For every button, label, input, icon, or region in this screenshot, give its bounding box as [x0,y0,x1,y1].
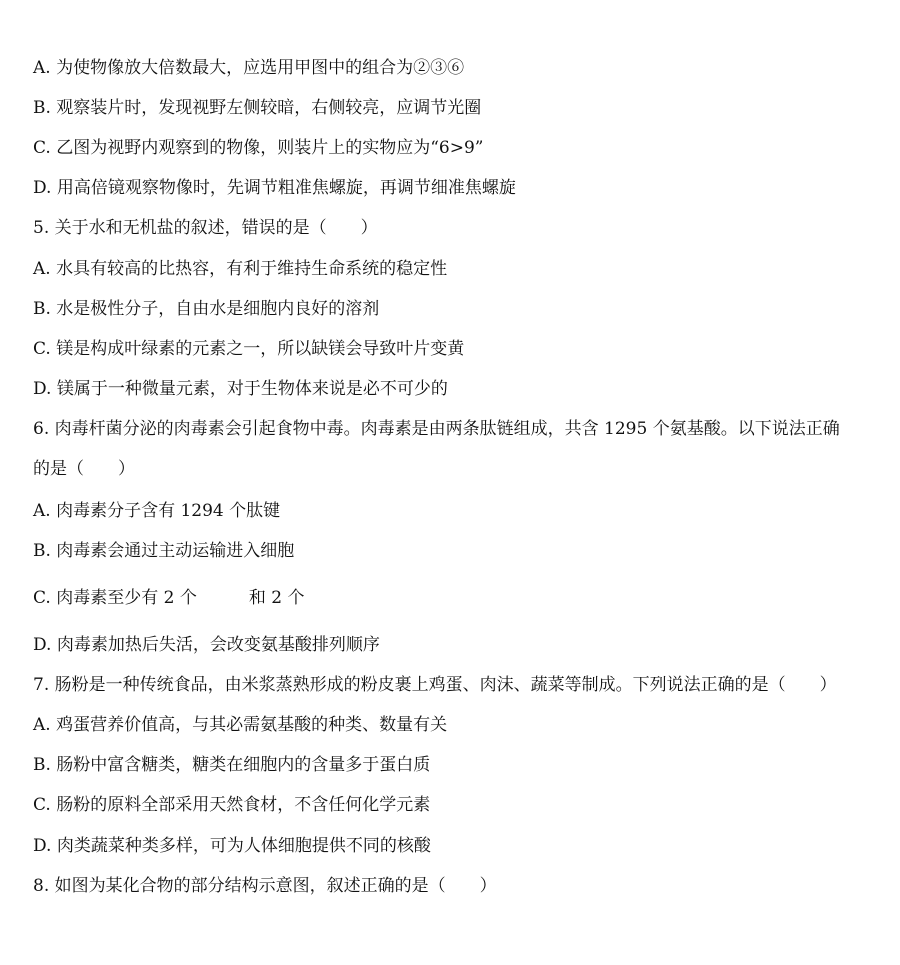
q5-option-d: D. 镁属于一种微量元素，对于生物体来说是必不可少的 [33,379,448,399]
q4-option-a: A. 为使物像放大倍数最大，应选用甲图中的组合为②③⑥ [33,58,465,78]
q5-option-a: A. 水具有较高的比热容，有利于维持生命系统的稳定性 [33,259,448,279]
q6-option-c-part1: C. 肉毒素至少有 2 个 [33,588,197,608]
q6-option-c-part2: 和 2 个 [248,588,305,608]
q6-stem-line-2: 的是（ ） [33,459,135,479]
q6-option-a: A. 肉毒素分子含有 1294 个肽键 [33,501,281,521]
q7-stem: 7. 肠粉是一种传统食品，由米浆蒸熟形成的粉皮裹上鸡蛋、肉沫、蔬菜等制成。下列说法正确的是（ ） [33,675,837,695]
q6-option-d: D. 肉毒素加热后失活，会改变氨基酸排列顺序 [33,635,380,655]
q7-option-b: B. 肠粉中富含糖类，糖类在细胞内的含量多于蛋白质 [33,755,431,775]
q4-option-d: D. 用高倍镜观察物像时，先调节粗准焦螺旋，再调节细准焦螺旋 [33,178,516,198]
q5-option-b: B. 水是极性分子，自由水是细胞内良好的溶剂 [33,299,380,319]
q4-option-b: B. 观察装片时，发现视野左侧较暗，右侧较亮，应调节光圈 [33,98,482,118]
q7-option-c: C. 肠粉的原料全部采用天然食材，不含任何化学元素 [33,795,431,815]
q6-option-b: B. 肉毒素会通过主动运输进入细胞 [33,541,295,561]
q7-option-d: D. 肉类蔬菜种类多样，可为人体细胞提供不同的核酸 [33,836,431,856]
q5-stem: 5. 关于水和无机盐的叙述，错误的是（ ） [33,218,378,238]
q6-stem-line-1: 6. 肉毒杆菌分泌的肉毒素会引起食物中毒。肉毒素是由两条肽链组成，共含 1295 个氨基酸。以下说法正确 [33,419,840,439]
q7-option-a: A. 鸡蛋营养价值高，与其必需氨基酸的种类、数量有关 [33,715,448,735]
q6-option-c [33,586,304,610]
q4-option-c: C. 乙图为视野内观察到的物像，则装片上的实物应为“6>9” [33,138,484,158]
q5-option-c: C. 镁是构成叶绿素的元素之一，所以缺镁会导致叶片变黄 [33,339,465,359]
q8-stem: 8. 如图为某化合物的部分结构示意图，叙述正确的是（ ） [33,876,497,896]
